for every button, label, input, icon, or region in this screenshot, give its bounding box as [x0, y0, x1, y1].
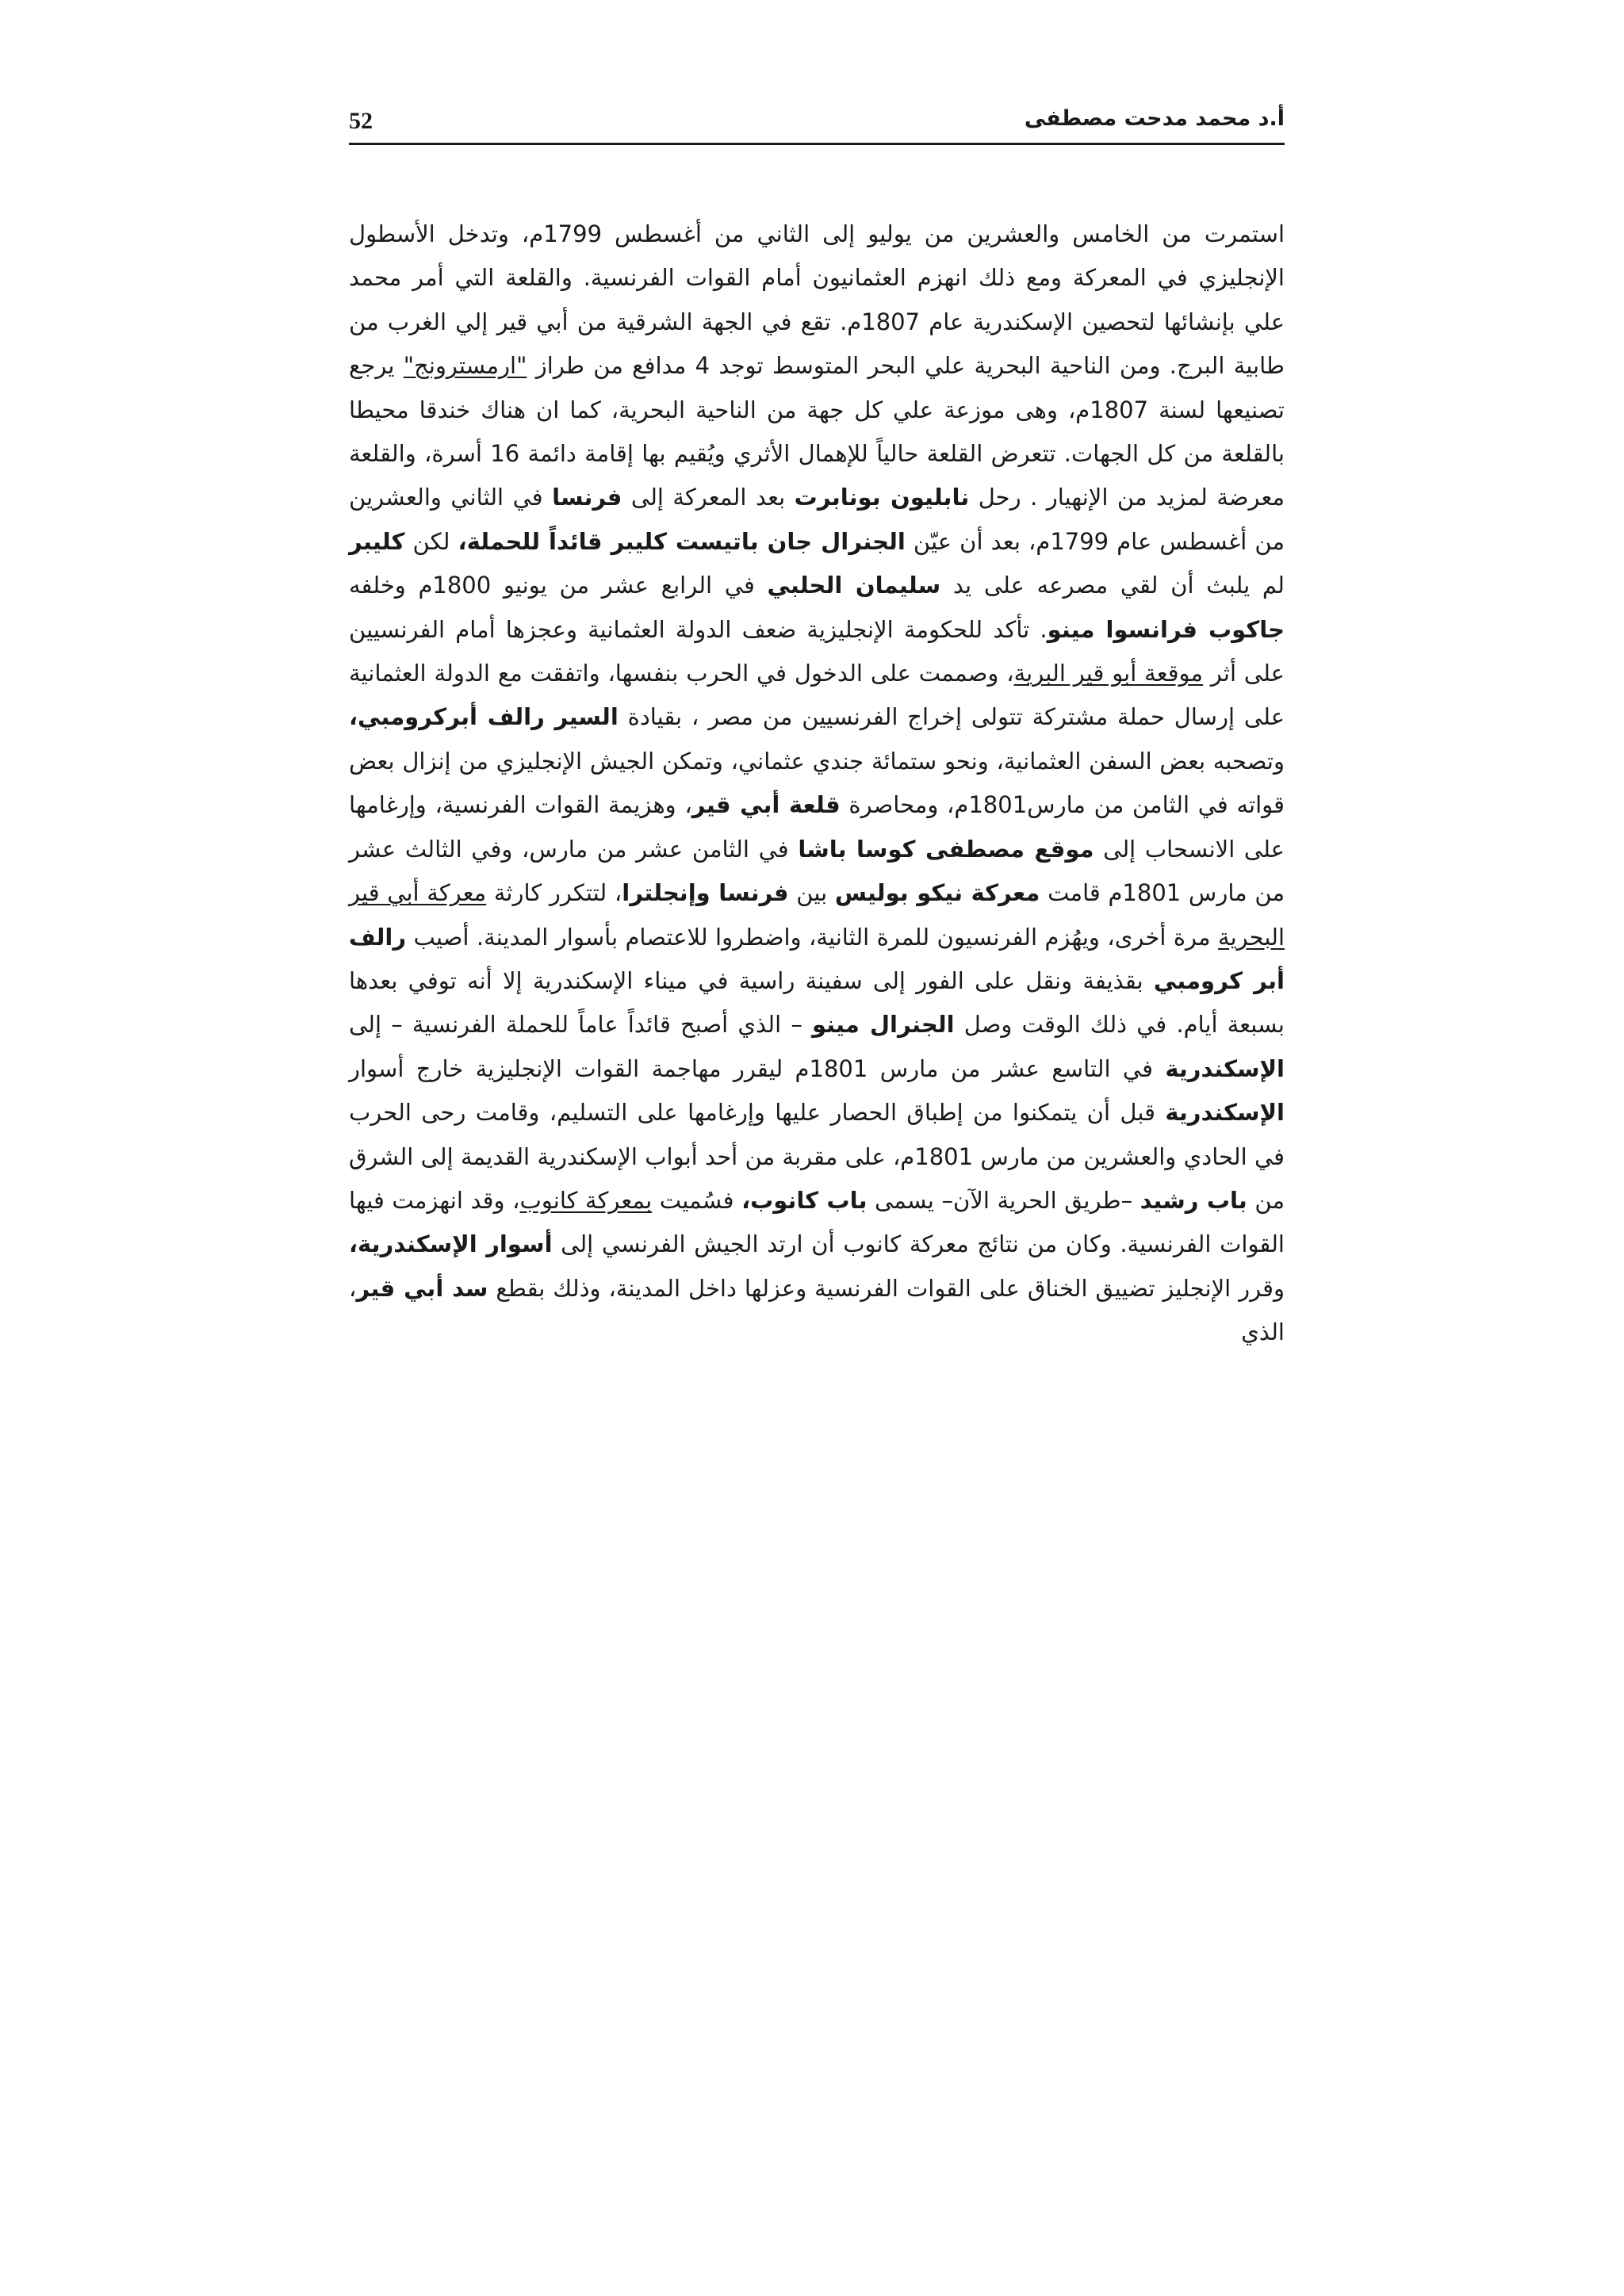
text-run: في التاسع عشر من مارس 1801م ليقرر مهاجمة القوات الإنجليزية خارج أسوار	[349, 1054, 1166, 1082]
text-run: في الرابع عشر من يونيو 1800م وخلفه	[349, 572, 768, 599]
text-run: لكن	[404, 527, 458, 555]
text-run: فسُميت	[652, 1186, 742, 1214]
text-run: في الثاني والعشرين من أغسطس عام 1799م، بعد أن عيّن	[349, 484, 1285, 555]
underlined-text: "ارمسترونج"	[403, 352, 527, 380]
text-run: قبل أن يتمكنوا من إطباق الحصار عليها وإرغامها على التسليم، وقامت رحى الحرب في الحادي والعشرين من مارس 1801م، على مقربة من أحد أبواب الإسكندرية القديمة إلى الشرق من	[349, 1099, 1285, 1214]
text-run: بقذيفة ونقل على الفور إلى سفينة راسية في ميناء الإسكندرية إلا أنه توفي بعدها بسبعة أيام. في ذلك الوقت وصل	[349, 966, 1285, 1039]
bold-text: الجنرال جان باتيست كليبر قائداً للحملة،	[458, 527, 906, 555]
bold-text: السير رالف أبركرومبي،	[349, 703, 619, 731]
bold-text: سليمان الحلبي	[767, 572, 941, 599]
page-number: 52	[349, 108, 373, 134]
text-run: بعد المعركة إلى	[622, 484, 795, 511]
text-run: مرة أخرى، ويهُزم الفرنسيون للمرة الثانية، واضطروا للاعتصام بأسوار المدينة. أصيب	[406, 923, 1219, 951]
bold-text: معركة نيكو بوليس	[834, 879, 1040, 907]
bold-text: الإسكندرية	[1165, 1054, 1285, 1082]
bold-text: رالف أبر كرومبي	[349, 923, 1285, 994]
bold-text: فرنسا وإنجلترا	[622, 879, 789, 907]
text-run: وتصحبه بعض السفن العثمانية، ونحو ستمائة جندي عثماني، وتمكن الجيش الإنجليزي من إنزال بعض قواته في الثامن من مارس1801م، ومحاصرة	[349, 747, 1285, 819]
underlined-text: معركة أبي قير البحرية	[349, 879, 1285, 951]
text-run: . تأكد للحكومة الإنجليزية ضعف الدولة العثمانية وعجزها أمام الفرنسيين على أثر	[349, 615, 1285, 687]
bold-text: باب كانوب،	[741, 1186, 868, 1214]
text-run: في الثامن عشر من مارس، وفي الثالث عشر من مارس 1801م قامت	[349, 835, 1285, 907]
bold-text: فرنسا	[552, 484, 622, 511]
header-divider	[349, 143, 1285, 145]
text-run: وقرر الإنجليز تضييق الخناق على القوات الفرنسية وعزلها داخل المدينة، وذلك بقطع	[488, 1274, 1285, 1302]
body-text	[349, 212, 1285, 1355]
text-run: يرجع تصنيعها لسنة 1807م، وهى موزعة علي كل جهة من الناحية البحرية، كما ان هناك خندقا محيطا بالقلعة من كل الجهات. تتعرض القلعة حالياً للإهمال الأثري ويُقيم بها إقامة دائمة 16 أسرة، والقلعة معرضة لمزيد من الإنهيار . رحل	[349, 352, 1285, 511]
bold-text: سد أبي قير	[356, 1274, 488, 1302]
text-run: ، وهزيمة القوات الفرنسية، وإرغامها على الانسحاب إلى	[349, 791, 1285, 863]
text-run: ، وصممت على الدخول في الحرب بنفسها، واتفقت مع الدولة العثمانية على إرسال حملة مشتركة تتولى إخراج الفرنسيين من مصر ، بقيادة	[349, 660, 1285, 731]
text-run: لم يلبث أن لقي مصرعه على يد	[940, 572, 1285, 599]
text-run: –طريق الحرية الآن– يسمى	[867, 1186, 1140, 1214]
bold-text: الإسكندرية	[1165, 1099, 1285, 1127]
text-run: ، لتتكرر كارثة	[486, 879, 622, 907]
text-run: بين	[788, 879, 835, 907]
bold-text: موقع مصطفى كوسا باشا	[798, 835, 1094, 863]
author-name: أ.د محمد مدحت مصطفى	[1024, 106, 1285, 131]
text-run: – الذي أصبح قائداً عاماً للحملة الفرنسية – إلى	[349, 1011, 812, 1039]
bold-text: باب رشيد	[1139, 1186, 1247, 1214]
bold-text: جاكوب فرانسوا مينو	[1047, 615, 1285, 643]
underlined-text: بمعركة كانوب	[519, 1186, 653, 1214]
bold-text: الجنرال مينو	[812, 1011, 955, 1039]
bold-text: كليبر	[349, 527, 405, 555]
bold-text: نابليون بونابرت	[794, 484, 970, 511]
bold-text: قلعة أبي قير	[691, 791, 841, 819]
underlined-text: موقعة أبو قير البرية	[1013, 660, 1204, 687]
text-run: استمرت من الخامس والعشرين من يوليو إلى الثاني من أغسطس 1799م، وتدخل الأسطول الإنجليزي في المعركة ومع ذلك انهزم العثمانيون أمام القوات الفرنسية. والقلعة التي أمر محمد علي بإنشائها لتحصين الإسكندرية عام 1807م. تقع في الجهة الشرقية من أبي قير إلي الغرب من طابية البرج. ومن الناحية البحرية علي البحر المتوسط توجد 4 مدافع من طراز	[349, 220, 1285, 380]
bold-text: أسوار الإسكندرية،	[349, 1230, 553, 1258]
text-run: ، الذي	[349, 1274, 1285, 1346]
paragraph	[349, 212, 1285, 1355]
text-run: ، وقد انهزمت فيها القوات الفرنسية. وكان من نتائج معركة كانوب أن ارتد الجيش الفرنسي إلى	[349, 1186, 1285, 1258]
